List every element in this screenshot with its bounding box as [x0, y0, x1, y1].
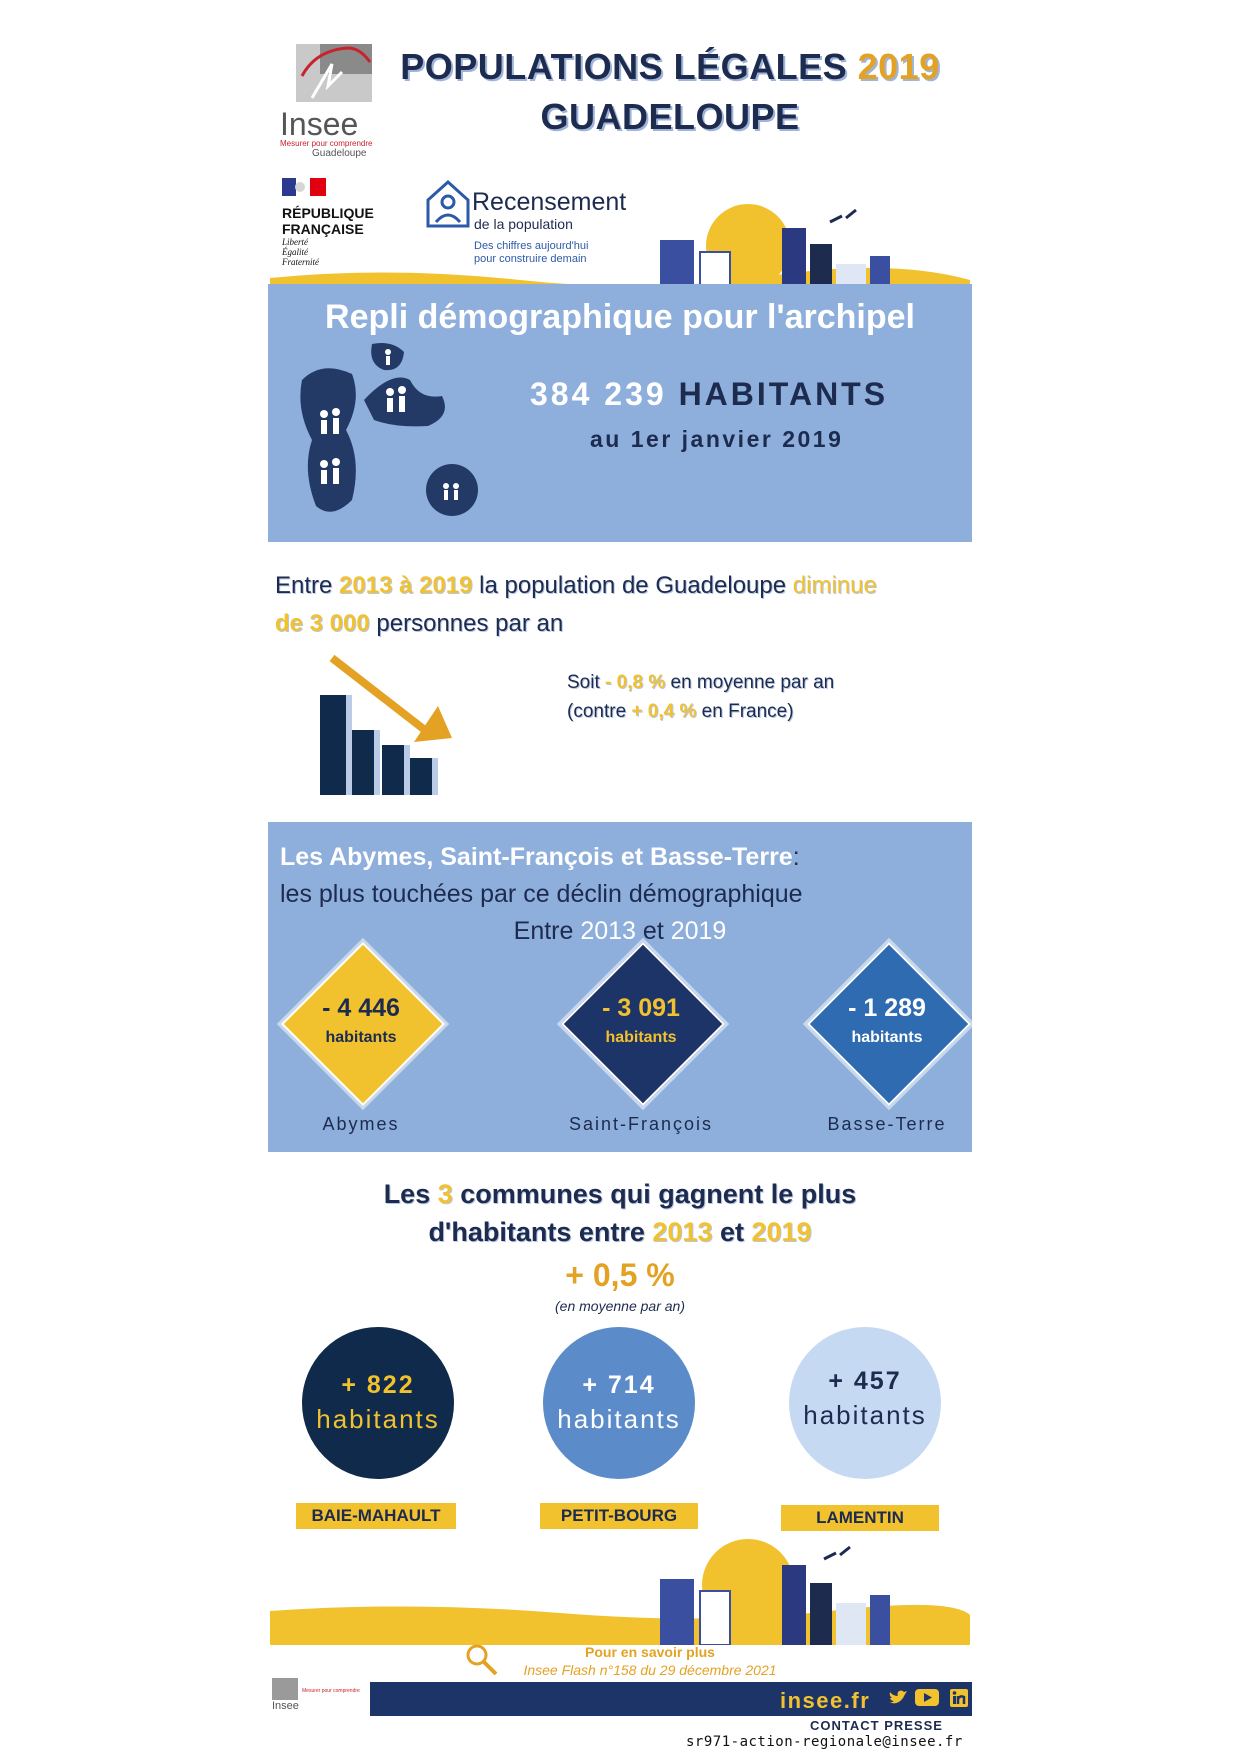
contact-label: CONTACT PRESSE	[810, 1718, 943, 1733]
decline-period: Entre 2013 et 2019	[513, 917, 727, 945]
declining-bar-chart-icon	[310, 650, 470, 800]
recensement-title: Recensement	[472, 188, 627, 216]
commune-lamentin: LAMENTIN	[781, 1505, 939, 1531]
commune-petit-bourg: PETIT-BOURG	[540, 1503, 698, 1529]
insee-small-logo: Insee Mesurer pour comprendre	[272, 1678, 362, 1718]
republique-motto2: Égalité	[282, 247, 308, 257]
marianne-flag-icon	[282, 178, 326, 196]
insee-logo	[276, 42, 376, 160]
commune-baie-mahault: BAIE-MAHAULT	[296, 1503, 456, 1529]
hero-heading: Repli démographique pour l'archipel	[325, 298, 915, 336]
decline-value-saint-francois: - 3 091 habitants	[602, 994, 680, 1046]
republique-line2: FRANÇAISE	[282, 221, 364, 237]
insee-emblem-icon	[276, 42, 376, 104]
gain-bubble-baie-mahault: + 822 habitants	[302, 1327, 454, 1479]
recensement-tagline1: Des chiffres aujourd'hui	[474, 240, 589, 252]
footer-skyline-illustration	[270, 1535, 970, 1645]
decline-subheading: les plus touchées par ce déclin démographique	[280, 880, 803, 908]
recensement-tagline2: pour construire demain	[474, 253, 587, 265]
more-info-label: Pour en savoir plus	[585, 1644, 715, 1660]
commune-basse-terre: Basse-Terre	[827, 1114, 947, 1134]
commune-saint-francois: Saint-François	[568, 1114, 714, 1134]
gain-heading: Les 3 communes qui gagnent le plus d'habitants entre 2013 et 2019	[383, 1179, 857, 1247]
guadeloupe-map-icon	[292, 340, 522, 540]
gain-bubble-petit-bourg: + 714 habitants	[543, 1327, 695, 1479]
gain-rate: + 0,5 %	[565, 1257, 675, 1293]
commune-abymes: Abymes	[322, 1114, 400, 1134]
population-count	[530, 376, 950, 413]
insee-logo-tagline: Mesurer pour comprendre	[280, 139, 373, 148]
recensement-subtitle: de la population	[474, 216, 573, 232]
gain-rate-note: (en moyenne par an)	[555, 1298, 685, 1314]
title-year: 2019	[857, 46, 940, 87]
insee-logo-region: Guadeloupe	[312, 148, 367, 159]
more-info-publication[interactable]: Insee Flash n°158 du 29 décembre 2021	[523, 1662, 777, 1678]
trend-france-line: (contre + 0,4 % en France)	[567, 701, 794, 722]
decline-heading: Les Abymes, Saint-François et Basse-Terre:	[280, 843, 800, 871]
population-date: au 1er janvier 2019	[590, 426, 844, 452]
insee-small-emblem-icon	[272, 1678, 298, 1700]
decline-value-abymes: - 4 446 habitants	[322, 994, 400, 1046]
republique-line1: RÉPUBLIQUE	[282, 205, 374, 221]
insee-site-link[interactable]: insee.fr	[780, 1688, 871, 1713]
insee-logo-name: Insee	[280, 106, 359, 142]
footer-band	[370, 1682, 972, 1716]
linkedin-icon[interactable]	[950, 1689, 968, 1707]
twitter-icon[interactable]	[887, 1688, 909, 1706]
decline-value-basse-terre: - 1 289 habitants	[848, 994, 926, 1046]
population-unit: HABITANTS	[678, 376, 889, 412]
republique-motto3: Fraternité	[282, 257, 319, 267]
contact-email[interactable]: sr971-action-regionale@insee.fr	[686, 1734, 963, 1750]
title-text: POPULATIONS LÉGALES	[400, 46, 858, 87]
republique-motto1: Liberté	[282, 237, 308, 247]
trend-rate-line: Soit - 0,8 % en moyenne par an	[567, 672, 835, 693]
youtube-icon[interactable]	[915, 1689, 939, 1706]
population-value: 384 239	[530, 376, 667, 412]
title-region: GUADELOUPE	[540, 96, 800, 137]
trend-statement: Entre 2013 à 2019 la population de Guadeloupe diminue de 3 000 personnes par an	[275, 572, 877, 637]
gain-bubble-lamentin: + 457 habitants	[789, 1327, 941, 1479]
page-title	[380, 42, 960, 142]
